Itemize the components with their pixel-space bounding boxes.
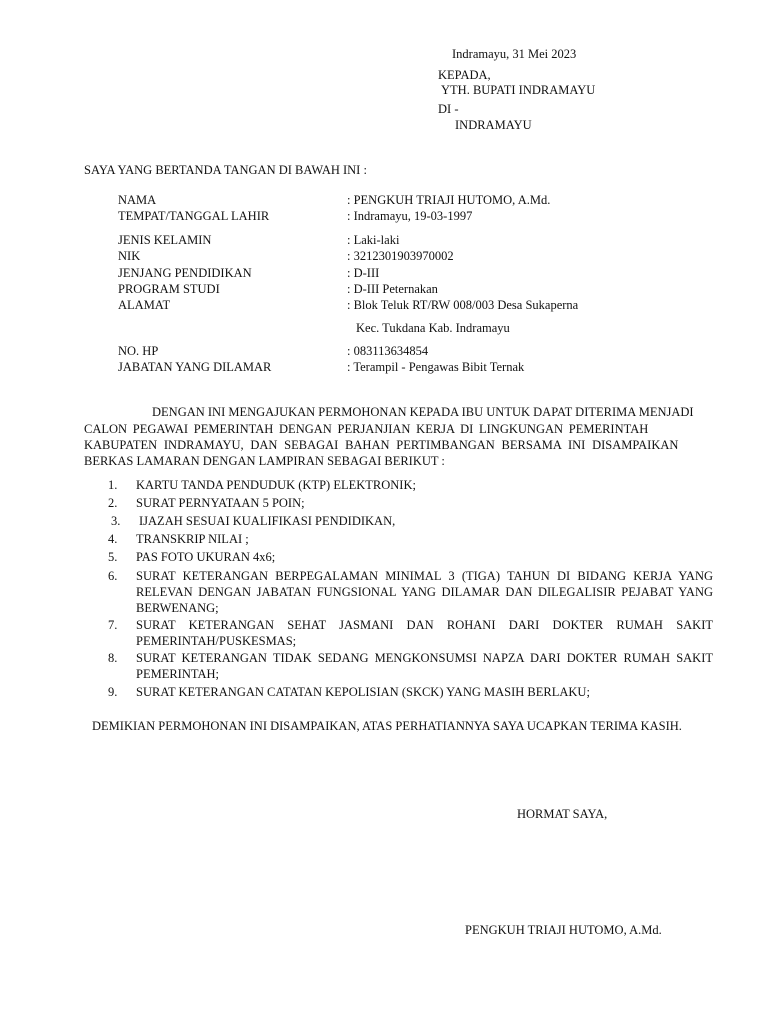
di-line: DI - xyxy=(438,102,459,116)
closing-statement: DEMIKIAN PERMOHONAN INI DISAMPAIKAN, ATAS PERHATIANNYA SAYA UCAPKAN TERIMA KASIH. xyxy=(92,719,682,733)
list-number: 1. xyxy=(108,478,118,492)
list-text: SURAT KETERANGAN SEHAT JASMANI DAN ROHANI DARI DOKTER RUMAH SAKIT PEMERINTAH/PUSKESMAS; xyxy=(136,618,713,648)
list-item xyxy=(108,549,713,565)
list-item xyxy=(108,568,713,616)
field-label: TEMPAT/TANGGAL LAHIR xyxy=(118,209,270,223)
field-hp xyxy=(118,343,638,359)
list-number: 2. xyxy=(108,496,118,510)
list-number: 7. xyxy=(108,618,118,632)
list-item xyxy=(108,477,713,493)
list-text: SURAT PERNYATAAN 5 POIN; xyxy=(136,496,305,510)
list-text: SURAT KETERANGAN BERPEGALAMAN MINIMAL 3 (TIGA) TAHUN DI BIDANG KERJA YANG RELEVAN DENGAN JABATAN FUNGSIONAL YANG DILAMAR DAN DILEGALISIR PEJABAT YANG BERWENANG; xyxy=(136,569,713,615)
place-date: Indramayu, 31 Mei 2023 xyxy=(452,47,577,61)
field-jabatan xyxy=(118,359,638,375)
list-text: PAS FOTO UKURAN 4x6; xyxy=(136,550,276,564)
list-item xyxy=(108,495,713,511)
paragraph-line-2: CALON PEGAWAI PEMERINTAH DENGAN PERJANJIAN KERJA DI LINGKUNGAN PEMERINTAH xyxy=(84,422,649,436)
field-value: : Laki-laki xyxy=(347,233,400,247)
field-value: : D-III xyxy=(347,266,380,280)
field-label: JABATAN YANG DILAMAR xyxy=(118,360,272,374)
list-text: SURAT KETERANGAN TIDAK SEDANG MENGKONSUMSI NAPZA DARI DOKTER RUMAH SAKIT PEMERINTAH; xyxy=(136,651,713,681)
list-item xyxy=(108,531,713,547)
field-value: : Terampil - Pengawas Bibit Ternak xyxy=(347,360,525,374)
recipient: YTH. BUPATI INDRAMAYU xyxy=(441,83,596,97)
field-jenjang xyxy=(118,265,638,281)
list-text: SURAT KETERANGAN CATATAN KEPOLISIAN (SKCK) YANG MASIH BERLAKU; xyxy=(136,685,590,699)
list-item xyxy=(108,617,713,649)
field-value: : D-III Peternakan xyxy=(347,282,438,296)
signature-greeting: HORMAT SAYA, xyxy=(517,807,608,821)
paragraph-line-1: DENGAN INI MENGAJUKAN PERMOHONAN KEPADA IBU UNTUK DAPAT DITERIMA MENJADI xyxy=(152,405,694,419)
signature-name: PENGKUH TRIAJI HUTOMO, A.Md. xyxy=(465,923,662,937)
list-text: TRANSKRIP NILAI ; xyxy=(136,532,249,546)
list-number: 4. xyxy=(108,532,118,546)
field-value: : 3212301903970002 xyxy=(347,249,454,263)
field-value: : Indramayu, 19-03-1997 xyxy=(347,209,473,223)
list-item xyxy=(108,684,713,700)
field-jenis-kelamin xyxy=(118,232,638,248)
field-label: NIK xyxy=(118,249,141,263)
paragraph-line-4: BERKAS LAMARAN DENGAN LAMPIRAN SEBAGAI BERIKUT : xyxy=(84,454,445,468)
field-label: JENJANG PENDIDIKAN xyxy=(118,266,252,280)
recipient-city: INDRAMAYU xyxy=(455,118,532,132)
list-text: KARTU TANDA PENDUDUK (KTP) ELEKTRONIK; xyxy=(136,478,416,492)
field-alamat-line2: Kec. Tukdana Kab. Indramayu xyxy=(356,321,510,335)
intro-line: SAYA YANG BERTANDA TANGAN DI BAWAH INI : xyxy=(84,163,367,177)
paragraph-line-3: KABUPATEN INDRAMAYU, DAN SEBAGAI BAHAN PERTIMBANGAN BERSAMA INI DISAMPAIKAN xyxy=(84,438,679,452)
field-value: : Blok Teluk RT/RW 008/003 Desa Sukaperna xyxy=(347,298,579,312)
field-alamat xyxy=(118,297,638,313)
field-label: JENIS KELAMIN xyxy=(118,233,212,247)
field-label: ALAMAT xyxy=(118,298,171,312)
field-nama xyxy=(118,192,638,208)
list-text: IJAZAH SESUAI KUALIFIKASI PENDIDIKAN, xyxy=(139,514,396,528)
list-item xyxy=(108,650,713,682)
field-label: NO. HP xyxy=(118,344,159,358)
field-label: NAMA xyxy=(118,193,157,207)
list-number: 9. xyxy=(108,685,118,699)
list-item xyxy=(108,513,713,529)
list-number: 3. xyxy=(111,514,121,528)
list-number: 6. xyxy=(108,569,118,583)
list-number: 5. xyxy=(108,550,118,564)
field-value: : PENGKUH TRIAJI HUTOMO, A.Md. xyxy=(347,193,551,207)
to-line: KEPADA, xyxy=(438,68,491,82)
field-value: : 083113634854 xyxy=(347,344,429,358)
list-number: 8. xyxy=(108,651,118,665)
field-nik xyxy=(118,248,638,264)
field-ttl xyxy=(118,208,638,224)
field-prodi xyxy=(118,281,638,297)
field-label: PROGRAM STUDI xyxy=(118,282,220,296)
